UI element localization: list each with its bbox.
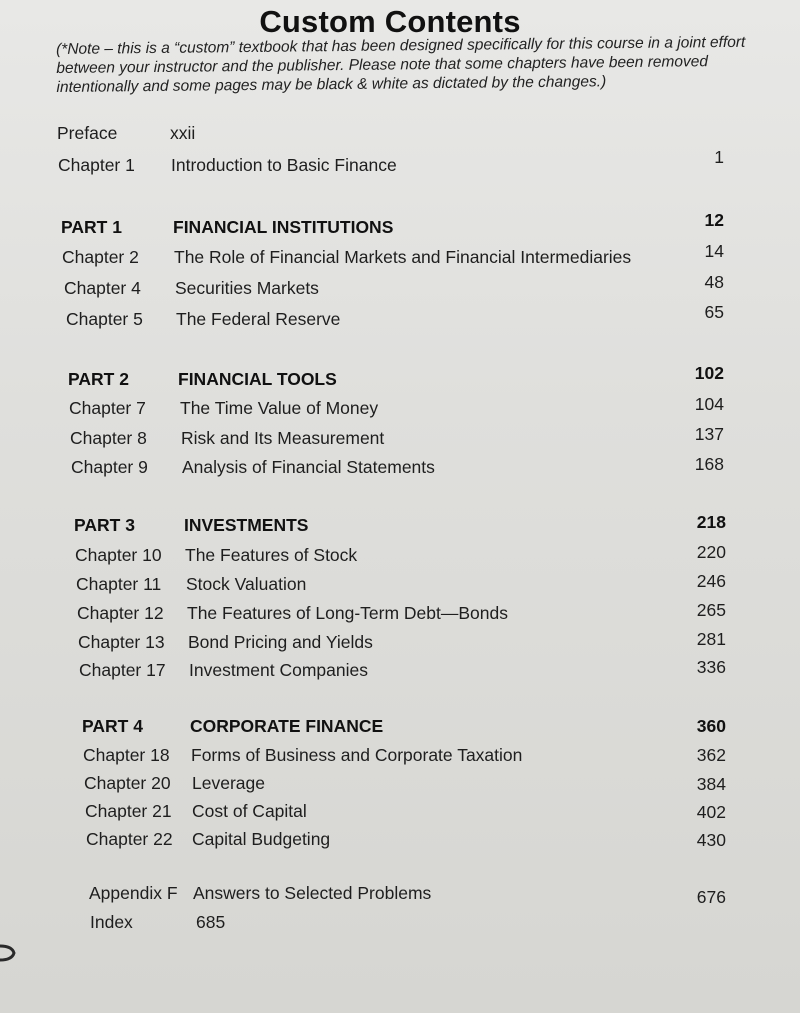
chapter-title: Cost of Capital [192, 801, 307, 821]
chapter-page: 384 [696, 774, 726, 794]
part-title: INVESTMENTS [184, 515, 309, 535]
chapter-label: Chapter 20 [84, 773, 171, 793]
chapter-label: Chapter 12 [77, 603, 164, 623]
chapter-title: The Federal Reserve [176, 309, 341, 329]
chapter-page: 168 [694, 454, 724, 474]
chapter-title: Analysis of Financial Statements [182, 457, 435, 477]
chapter-page: 104 [694, 394, 724, 414]
chapter-title: The Features of Long-Term Debt—Bonds [187, 603, 508, 623]
chapter-label: Chapter 5 [66, 309, 143, 329]
chapter-title: The Role of Financial Markets and Financial Intermediaries [174, 247, 632, 267]
chapter-page: 14 [704, 241, 724, 261]
chapter-page: 402 [696, 802, 726, 822]
chapter-page: 220 [696, 542, 726, 562]
chapter-page: 281 [696, 629, 726, 649]
index-label: Index [90, 912, 133, 932]
part-title: FINANCIAL TOOLS [178, 369, 337, 389]
chapter-title: Investment Companies [189, 660, 368, 680]
chapter-title: Risk and Its Measurement [181, 428, 385, 448]
chapter-title: The Time Value of Money [180, 398, 379, 418]
chapter-label: Chapter 2 [62, 247, 139, 267]
chapter-page: 336 [696, 657, 726, 677]
chapter-label: Chapter 22 [86, 829, 173, 849]
preface-page: xxii [170, 123, 196, 143]
chapter-label: Chapter 18 [83, 745, 170, 765]
appendix-label: Appendix F [89, 883, 178, 903]
part-label: PART 3 [74, 515, 135, 535]
part-title: FINANCIAL INSTITUTIONS [173, 217, 394, 237]
chapter-page: 430 [696, 830, 726, 850]
chapter-title: Stock Valuation [186, 574, 307, 594]
custom-note: (*Note – this is a “custom” textbook that has been designed specifically for this course in a joint effort between your instructor and the publisher. Please note that some chapters have been removed intentionally and some pages may be black & white as dictated by the changes.) [56, 33, 746, 96]
chapter-page: 65 [704, 302, 724, 322]
preface-label: Preface [57, 123, 118, 143]
chapter-title: Introduction to Basic Finance [171, 155, 397, 175]
index-page: 685 [196, 912, 226, 932]
part-label: PART 4 [82, 716, 143, 736]
appendix-title: Answers to Selected Problems [193, 883, 432, 903]
part-page: 360 [696, 716, 726, 736]
chapter-title: Leverage [192, 773, 265, 793]
chapter-title: The Features of Stock [185, 545, 358, 565]
part-page: 218 [696, 512, 726, 532]
chapter-label: Chapter 8 [70, 428, 147, 448]
chapter-label: Chapter 10 [75, 545, 162, 565]
chapter-title: Forms of Business and Corporate Taxation [191, 745, 523, 765]
chapter-label: Chapter 7 [69, 398, 146, 418]
part-page: 12 [704, 210, 724, 230]
chapter-title: Capital Budgeting [192, 829, 331, 849]
binding-ring-icon [0, 942, 18, 964]
chapter-page: 48 [704, 272, 724, 292]
part-label: PART 1 [61, 217, 122, 237]
chapter-page: 362 [696, 745, 726, 765]
chapter-label: Chapter 13 [78, 632, 165, 652]
chapter-page: 137 [694, 424, 724, 444]
appendix-page: 676 [696, 887, 726, 907]
chapter-page: 265 [696, 600, 726, 620]
part-page: 102 [694, 363, 724, 383]
chapter-label: Chapter 4 [64, 278, 141, 298]
chapter-label: Chapter 1 [58, 155, 135, 175]
part-title: CORPORATE FINANCE [190, 716, 384, 736]
part-label: PART 2 [68, 369, 129, 389]
chapter-title: Bond Pricing and Yields [188, 632, 373, 652]
chapter-page: 246 [696, 571, 726, 591]
chapter-label: Chapter 11 [76, 574, 162, 594]
chapter-label: Chapter 21 [85, 801, 172, 821]
chapter-label: Chapter 17 [79, 660, 166, 680]
chapter-title: Securities Markets [175, 278, 319, 298]
chapter-label: Chapter 9 [71, 457, 148, 477]
chapter-page: 1 [714, 147, 724, 167]
page-title: Custom Contents [259, 4, 521, 39]
